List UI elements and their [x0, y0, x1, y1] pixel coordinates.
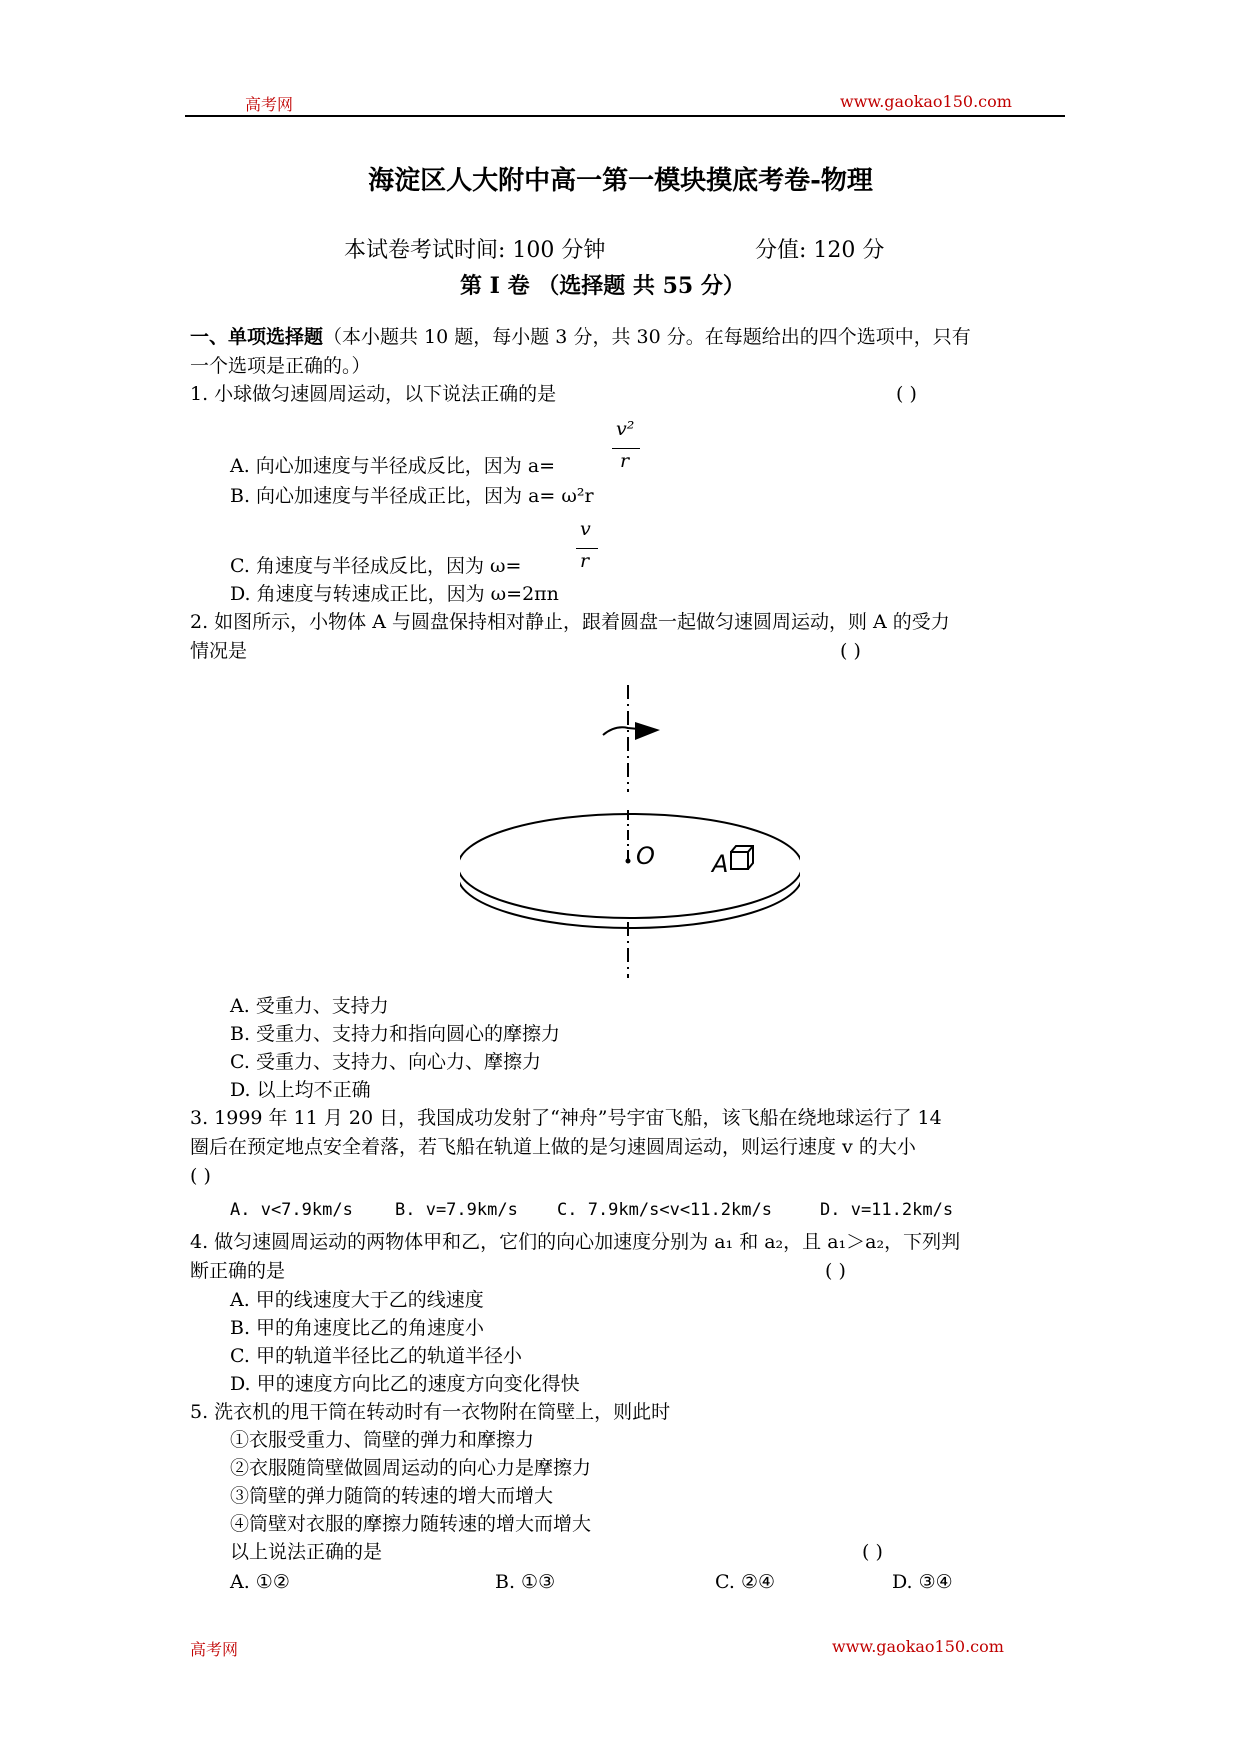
q5-statement-3: ③筒壁的弹力随筒的转速的增大而增大	[230, 1485, 554, 1507]
q1-frac1-den: r	[620, 450, 630, 472]
q1-option-c: C. 角速度与半径成反比，因为 ω=	[230, 555, 522, 577]
q5-statement-2: ②衣服随筒壁做圆周运动的向心力是摩擦力	[230, 1457, 592, 1479]
q1-frac2-num: v	[580, 518, 591, 540]
q2-stem-line1: 2. 如图所示，小物体 A 与圆盘保持相对静止，跟着圆盘一起做匀速圆周运动，则 A 的受力	[190, 611, 950, 633]
exam-time: 本试卷考试时间: 100 分钟	[344, 238, 606, 263]
q1-frac2-bar	[576, 548, 598, 549]
q2-figure-rotating-disc	[460, 680, 800, 980]
label-o: O	[636, 842, 655, 870]
q3-option-d: D. v=11.2km/s	[820, 1200, 954, 1220]
q1-option-d: D. 角速度与转速成正比，因为 ω=2πn	[230, 583, 559, 605]
header-right[interactable]: www.gaokao150.com	[840, 92, 1012, 111]
q4-answer-paren: ( )	[825, 1260, 846, 1282]
q1-option-b: B. 向心加速度与半径成正比，因为 a= ω²r	[230, 485, 594, 507]
block-a-front	[731, 852, 748, 869]
part1-desc-line2: 一个选项是正确的。）	[190, 355, 371, 377]
q3-stem-line2: 圈后在预定地点安全着落，若飞船在轨道上做的是匀速圆周运动，则运行速度 v 的大小	[190, 1136, 916, 1158]
rotation-arrow-head	[635, 722, 660, 740]
section-title: 第 I 卷 （选择题 共 55 分）	[460, 273, 745, 299]
q2-answer-paren: ( )	[840, 640, 861, 662]
footer-left: 高考网	[190, 1640, 239, 1659]
q3-answer-paren: ( )	[190, 1165, 211, 1187]
q1-frac1-num: v²	[616, 418, 635, 440]
q5-option-b: B. ①③	[495, 1571, 556, 1593]
q5-stem: 5. 洗衣机的甩干筒在转动时有一衣物附在筒壁上，则此时	[190, 1401, 671, 1423]
q5-ask: 以上说法正确的是	[230, 1541, 383, 1563]
q1-frac1-bar	[612, 448, 640, 449]
q5-answer-paren: ( )	[862, 1541, 883, 1563]
page-title: 海淀区人大附中高一第一模块摸底考卷-物理	[368, 166, 873, 196]
q2-option-d: D. 以上均不正确	[230, 1079, 371, 1101]
footer-right[interactable]: www.gaokao150.com	[832, 1637, 1004, 1656]
q5-option-a: A. ①②	[230, 1571, 290, 1593]
q1-answer-paren: ( )	[896, 383, 917, 405]
q5-option-c: C. ②④	[715, 1571, 776, 1593]
q3-stem-line1: 3. 1999 年 11 月 20 日，我国成功发射了“神舟”号宇宙飞船，该飞船在绕地球运行了 14	[190, 1107, 942, 1129]
q3-option-b: B. v=7.9km/s	[395, 1200, 518, 1220]
q3-option-a: A. v<7.9km/s	[230, 1200, 353, 1220]
q5-option-d: D. ③④	[892, 1571, 953, 1593]
header-rule	[185, 115, 1065, 117]
q2-stem-line2: 情况是	[190, 640, 248, 662]
q4-option-a: A. 甲的线速度大于乙的线速度	[230, 1289, 484, 1311]
q4-option-d: D. 甲的速度方向比乙的速度方向变化得快	[230, 1373, 580, 1395]
q4-stem-line2: 断正确的是	[190, 1260, 286, 1282]
part1-desc-line1	[190, 323, 971, 351]
q1-option-a: A. 向心加速度与半径成反比，因为 a=	[230, 455, 556, 477]
q3-option-c: C. 7.9km/s<v<11.2km/s	[557, 1200, 772, 1220]
q2-option-c: C. 受重力、支持力、向心力、摩擦力	[230, 1051, 541, 1073]
q2-option-b: B. 受重力、支持力和指向圆心的摩擦力	[230, 1023, 561, 1045]
label-a: A	[712, 850, 729, 878]
q4-option-c: C. 甲的轨道半径比乙的轨道半径小	[230, 1345, 522, 1367]
part1-label: 一、单项选择题	[190, 326, 324, 348]
center-point	[626, 859, 631, 864]
q2-option-a: A. 受重力、支持力	[230, 995, 389, 1017]
q1-frac2-den: r	[580, 550, 590, 572]
q4-option-b: B. 甲的角速度比乙的角速度小	[230, 1317, 485, 1339]
q4-stem-line1: 4. 做匀速圆周运动的两物体甲和乙，它们的向心加速度分别为 a₁ 和 a₂，且 a₁＞a₂，下列判	[190, 1231, 961, 1253]
part1-desc: （本小题共 10 题，每小题 3 分，共 30 分。在每题给出的四个选项中，只有	[323, 326, 971, 348]
q5-statement-4: ④筒壁对衣服的摩擦力随转速的增大而增大	[230, 1513, 592, 1535]
header-left: 高考网	[245, 95, 294, 114]
q1-stem: 1. 小球做匀速圆周运动，以下说法正确的是	[190, 383, 557, 405]
q5-statement-1: ①衣服受重力、筒壁的弹力和摩擦力	[230, 1429, 535, 1451]
exam-score: 分值: 120 分	[755, 238, 885, 263]
